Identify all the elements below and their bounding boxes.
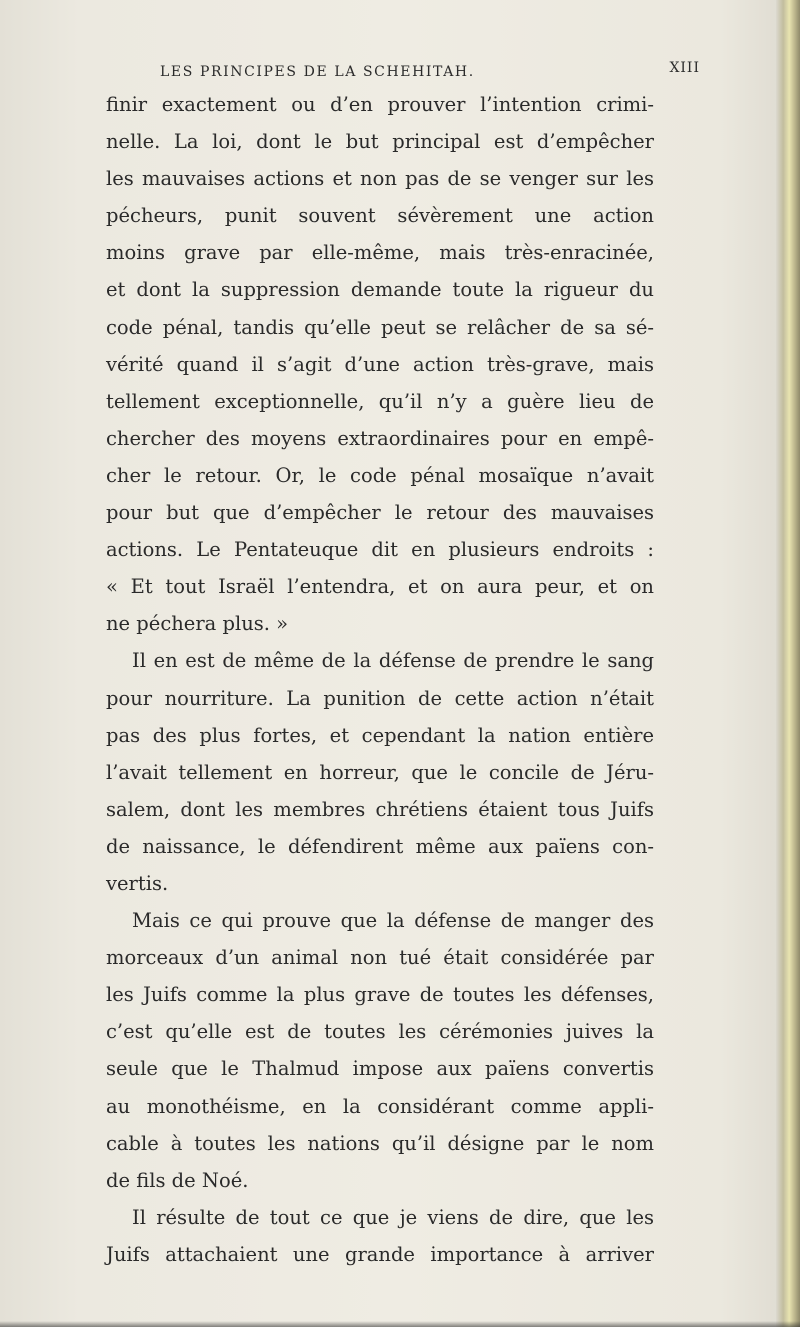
text-line: vérité quand il s’agit d’une action très-grave, mais	[106, 352, 654, 376]
text-line: et dont la suppression demande toute la rigueur du	[106, 278, 654, 302]
running-head-title: LES PRINCIPES DE LA SCHEHITAH.	[160, 64, 475, 80]
text-line: cher le retour. Or, le code pénal mosaïque n’avait	[106, 463, 654, 487]
text-line: pour but que d’empêcher le retour des mauvaises	[106, 501, 654, 525]
text-line: salem, dont les membres chrétiens étaient tous Juifs	[106, 797, 654, 821]
text-line: Il en est de même de la défense de prendre le sang	[132, 649, 654, 673]
text-line: Il résulte de tout ce que je viens de dire, que les	[132, 1205, 654, 1229]
text-line: ne péchera plus. »	[106, 612, 289, 636]
text-line: seule que le Thalmud impose aux païens convertis	[106, 1057, 654, 1081]
text-line: actions. Le Pentateuque dit en plusieurs endroits :	[106, 538, 654, 562]
text-line: cable à toutes les nations qu’il désigne par le nom	[106, 1131, 654, 1155]
text-line: pour nourriture. La punition de cette action n’était	[106, 686, 654, 710]
text-line: Juifs attachaient une grande importance à arriver	[106, 1242, 654, 1266]
page-bottom-edge	[0, 1321, 800, 1327]
text-line: l’avait tellement en horreur, que le concile de Jéru-	[106, 760, 654, 784]
page-number: XIII	[669, 60, 700, 76]
text-line: tellement exceptionnelle, qu’il n’y a guère lieu de	[106, 389, 654, 413]
text-line: les Juifs comme la plus grave de toutes les défenses,	[106, 983, 654, 1007]
text-line: finir exactement ou d’en prouver l’intention crimi-	[106, 93, 654, 116]
text-line: c’est qu’elle est de toutes les cérémonies juives la	[106, 1020, 654, 1044]
text-line: Mais ce qui prouve que la défense de manger des	[132, 909, 654, 933]
text-line: de fils de Noé.	[106, 1168, 249, 1192]
body-text	[106, 86, 654, 1273]
text-line: vertis.	[106, 871, 169, 895]
text-line: nelle. La loi, dont le but principal est d’empêcher	[106, 130, 654, 154]
text-line: pas des plus fortes, et cependant la nation entière	[106, 723, 654, 747]
page-binding-edge	[776, 0, 800, 1327]
text-line: de naissance, le défendirent même aux païens con-	[106, 834, 654, 858]
text-line: « Et tout Israël l’entendra, et on aura peur, et on	[106, 575, 654, 599]
text-line: au monothéisme, en la considérant comme appli-	[106, 1094, 654, 1118]
running-head	[160, 60, 700, 86]
text-line: moins grave par elle-même, mais très-enracinée,	[106, 241, 654, 265]
text-line: morceaux d’un animal non tué était considérée par	[106, 946, 654, 970]
text-line: pécheurs, punit souvent sévèrement une action	[106, 204, 654, 228]
text-line: les mauvaises actions et non pas de se venger sur les	[106, 167, 654, 191]
text-line: chercher des moyens extraordinaires pour en empê-	[106, 426, 654, 450]
text-line: code pénal, tandis qu’elle peut se relâcher de sa sé-	[106, 315, 654, 339]
